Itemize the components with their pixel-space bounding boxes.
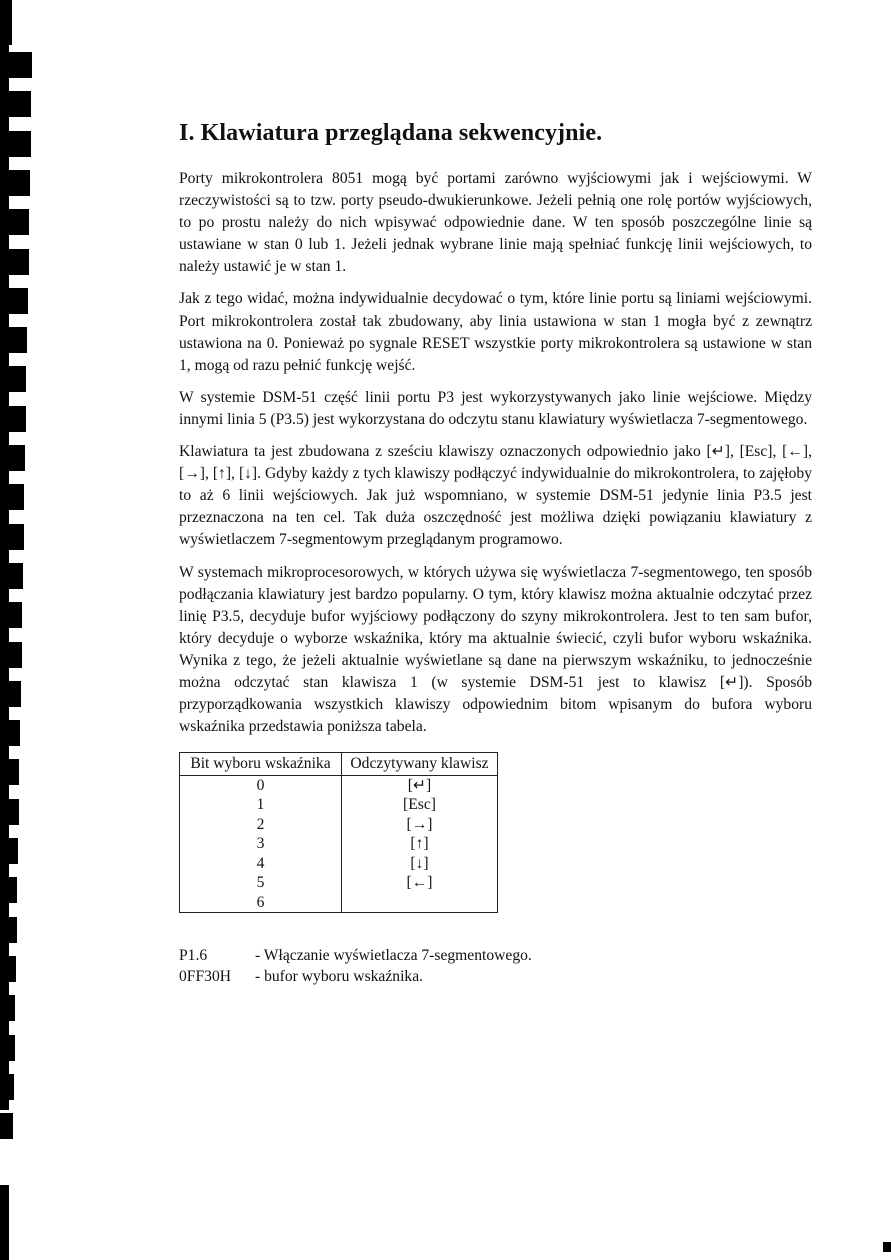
binding-spine bbox=[0, 1185, 9, 1260]
table-row bbox=[180, 775, 498, 795]
definition-text: - Włączanie wyświetlacza 7-segmentowego. bbox=[255, 947, 532, 965]
table-row bbox=[180, 893, 498, 913]
binding-tooth bbox=[0, 917, 17, 943]
binding-tooth bbox=[0, 288, 28, 314]
binding-tooth bbox=[0, 1035, 15, 1061]
binding-tooth bbox=[0, 681, 21, 707]
definition-text: - bufor wyboru wskaźnika. bbox=[255, 968, 424, 986]
paragraph-dsm51-p3: W systemie DSM-51 część linii portu P3 jest wykorzystywanych jako linie wejściowe. Między innymi linia 5 (P3.5) jest wykorzystana do odczytu stanu klawiatury wyświetlacza 7-segmentowego. bbox=[179, 388, 812, 428]
binding-tooth bbox=[0, 52, 32, 78]
bit-cell: 1 bbox=[180, 795, 342, 815]
bit-cell: 6 bbox=[180, 893, 342, 913]
binding-tooth bbox=[0, 484, 24, 510]
table-row bbox=[180, 834, 498, 854]
binding-tooth bbox=[0, 327, 27, 353]
binding-tooth bbox=[0, 838, 18, 864]
binding-tooth bbox=[0, 0, 12, 45]
document-page bbox=[179, 118, 812, 987]
bit-cell: 2 bbox=[180, 815, 342, 835]
table-row bbox=[180, 815, 498, 835]
binding-tooth bbox=[0, 366, 26, 392]
section-heading: I. Klawiatura przeglądana sekwencyjnie. bbox=[179, 120, 603, 146]
key-cell: [↓] bbox=[342, 854, 498, 874]
binding-tooth bbox=[0, 799, 19, 825]
binding-tooth bbox=[0, 956, 16, 982]
paragraph-scanning: W systemach mikroprocesorowych, w których używa się wyświetlacza 7-segmentowego, ten sposób podłączania klawiatury jest bardzo popularny. O tym, który klawisz można aktualnie odczytać przez linię P3.5, decyduje bufor wyjściowy podłączony do szyny mikrokontrolera. Jest to ten sam bufor, który decyduje o wyborze wskaźnika, który ma aktualnie świecić, czyli bufor wyboru wskaźnika. Wynika z tego, że jeżeli aktualnie wyświetlane są dane na pierwszym wskaźniku, to jednocześnie można odczytać stan klawisza 1 (w systemie DSM-51 jest to klawisz [↵]). Sposób przyporządkowania wszystkich klawiszy odpowiednim bitom wpisanym do bufora wyboru wskaźnika przedstawia poniższa tabela. bbox=[179, 563, 812, 736]
key-cell: [←] bbox=[342, 873, 498, 893]
binding-tooth bbox=[0, 642, 22, 668]
binding-tooth bbox=[0, 720, 20, 746]
key-cell: [↵] bbox=[342, 775, 498, 795]
paragraph-ports: Porty mikrokontrolera 8051 mogą być portami zarówno wyjściowymi jak i wejściowymi. W rzeczywistości są to tzw. porty pseudo-dwukierunkowe. Jeżeli pełnią one rolę portów wyjściowych, to po prostu należy do nich wpisywać odpowiednie dane. W ten sposób poszczególne linie są ustawiane w stan 0 lub 1. Jeżeli jednak wybrane linie mają spełniać funkcję linii wejściowych, to należy ustawić je w stan 1. bbox=[179, 170, 812, 276]
binding-tooth bbox=[0, 995, 15, 1021]
binding-tooth bbox=[0, 524, 24, 550]
key-mapping-table bbox=[179, 752, 498, 913]
table-header-row bbox=[180, 753, 498, 776]
header-key: Odczytywany klawisz bbox=[342, 753, 498, 776]
definition-symbol: P1.6 bbox=[179, 947, 208, 965]
binding-tooth bbox=[0, 759, 19, 785]
spiral-binding bbox=[0, 0, 40, 1260]
key-cell: [↑] bbox=[342, 834, 498, 854]
key-cell bbox=[342, 893, 498, 913]
paragraph-keyboard: Klawiatura ta jest zbudowana z sześciu klawiszy oznaczonych odpowiednio jako [↵], [Esc], [←], [→], [↑], [↓]. Gdyby każdy z tych klawiszy podłączyć indywidualnie do mikrokontrolera, to zajęłoby to aż 6 linii wejściowych. Jak już wspomniano, w systemie DSM-51 jedynie linia P3.5 jest przeznaczona na ten cel. Tak duża oszczędność jest możliwa dzięki powiązaniu klawiatury z wyświetlaczem 7-segmentowym przeglądanym programowo. bbox=[179, 443, 812, 549]
table-row bbox=[180, 854, 498, 874]
paragraph-input-lines: Jak z tego widać, można indywidualnie decydować o tym, które linie portu są liniami wejściowymi. Port mikrokontrolera został tak zbudowany, aby linia ustawiona w stan 1 mogła być z zewnątrz ustawiona na 0. Ponieważ po sygnale RESET wszystkie porty mikrokontrolera są ustawione w stan 1, mogą od razu pełnić funkcję wejść. bbox=[179, 290, 812, 374]
binding-tooth bbox=[0, 1074, 14, 1100]
definition-item bbox=[179, 945, 812, 966]
header-bit: Bit wyboru wskaźnika bbox=[180, 753, 342, 776]
binding-tooth bbox=[0, 131, 31, 157]
bit-cell: 4 bbox=[180, 854, 342, 874]
definitions-list bbox=[179, 945, 812, 987]
table-row bbox=[180, 795, 498, 815]
definition-item bbox=[179, 966, 812, 987]
definition-symbol: 0FF30H bbox=[179, 968, 231, 986]
binding-tooth bbox=[0, 445, 25, 471]
key-cell: [→] bbox=[342, 815, 498, 835]
bit-cell: 3 bbox=[180, 834, 342, 854]
scan-mark bbox=[883, 1242, 891, 1252]
binding-tooth bbox=[0, 563, 23, 589]
binding-tooth bbox=[0, 602, 22, 628]
table-row bbox=[180, 873, 498, 893]
binding-tooth bbox=[0, 1113, 13, 1139]
binding-tooth bbox=[0, 877, 17, 903]
bit-cell: 0 bbox=[180, 775, 342, 795]
key-cell: [Esc] bbox=[342, 795, 498, 815]
binding-tooth bbox=[0, 91, 31, 117]
binding-tooth bbox=[0, 209, 29, 235]
bit-cell: 5 bbox=[180, 873, 342, 893]
binding-spine bbox=[0, 0, 9, 1110]
binding-tooth bbox=[0, 170, 30, 196]
binding-tooth bbox=[0, 406, 26, 432]
binding-tooth bbox=[0, 249, 29, 275]
